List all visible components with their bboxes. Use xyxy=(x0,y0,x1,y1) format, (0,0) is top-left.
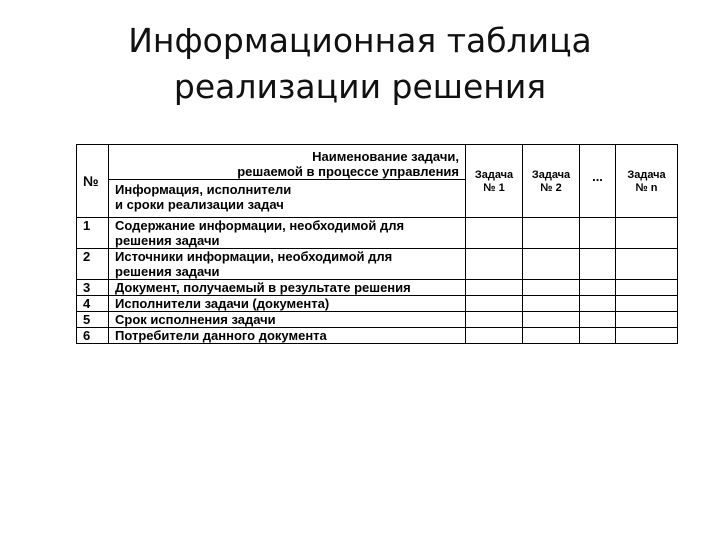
row-description xyxy=(109,218,466,249)
table-row xyxy=(77,296,678,312)
row-description-line: решения задачи xyxy=(115,233,220,248)
row-description-line: Потребители данного документа xyxy=(115,328,327,343)
row-number: 1 xyxy=(77,218,109,249)
row-description-line: решения задачи xyxy=(115,264,220,279)
task-cell xyxy=(580,218,616,249)
task-cell xyxy=(466,328,523,344)
table-row xyxy=(77,249,678,280)
row-description xyxy=(109,312,466,328)
info-table-container xyxy=(76,144,677,344)
table-row xyxy=(77,328,678,344)
task-cell xyxy=(523,328,580,344)
task-cell xyxy=(466,312,523,328)
task-column-number: № 2 xyxy=(540,182,562,194)
task-cell xyxy=(466,249,523,280)
row-number: 4 xyxy=(77,296,109,312)
task-column-label: Задача xyxy=(531,169,571,181)
table-row xyxy=(77,312,678,328)
task-column-number: № 1 xyxy=(483,182,505,194)
task-cell xyxy=(523,280,580,296)
task-cell xyxy=(580,249,616,280)
task-cell xyxy=(466,296,523,312)
number-header-cell: № xyxy=(77,145,109,218)
task-cell xyxy=(616,296,678,312)
info-table xyxy=(76,144,678,344)
page-title-line-2: реализации решения xyxy=(173,67,547,106)
task-cell xyxy=(523,218,580,249)
row-number: 2 xyxy=(77,249,109,280)
task-cell xyxy=(580,312,616,328)
row-description xyxy=(109,328,466,344)
task-cell xyxy=(616,328,678,344)
row-description-line: Документ, получаемый в результате решения xyxy=(115,280,411,295)
header-bottom-line: Информация, исполнители xyxy=(115,182,292,197)
task-cell xyxy=(616,249,678,280)
task-cell xyxy=(523,296,580,312)
task-name-header-cell xyxy=(109,145,466,218)
table-header-row xyxy=(77,145,678,218)
row-description-line: Исполнители задачи (документа) xyxy=(115,296,330,311)
task-column-label: Задача xyxy=(474,169,514,181)
row-description-line: Срок исполнения задачи xyxy=(115,312,276,327)
header-top-line: Наименование задачи, xyxy=(312,149,459,164)
task-name-header xyxy=(109,145,465,179)
task-cell xyxy=(616,312,678,328)
task-column-header xyxy=(616,145,678,218)
task-cell xyxy=(580,296,616,312)
row-number: 6 xyxy=(77,328,109,344)
page-title xyxy=(0,18,720,110)
task-column-header xyxy=(466,145,523,218)
header-bottom-line: и сроки реализации задач xyxy=(115,197,284,212)
task-cell xyxy=(616,218,678,249)
task-column-number: № n xyxy=(635,182,658,194)
task-cell xyxy=(466,280,523,296)
page-title-line-1: Информационная таблица xyxy=(128,21,592,60)
table-row xyxy=(77,218,678,249)
task-cell xyxy=(580,328,616,344)
row-number: 5 xyxy=(77,312,109,328)
row-description xyxy=(109,249,466,280)
row-description-line: Источники информации, необходимой для xyxy=(115,249,393,264)
task-cell xyxy=(523,249,580,280)
info-header xyxy=(109,179,465,214)
task-cell xyxy=(466,218,523,249)
task-column-header xyxy=(523,145,580,218)
task-cell xyxy=(523,312,580,328)
row-description xyxy=(109,296,466,312)
table-row xyxy=(77,280,678,296)
task-cell xyxy=(616,280,678,296)
row-description xyxy=(109,280,466,296)
task-column-label: Задача xyxy=(627,169,666,181)
ellipsis-text: ... xyxy=(592,168,603,184)
row-number: 3 xyxy=(77,280,109,296)
header-top-line: решаемой в процессе управления xyxy=(237,164,459,179)
row-description-line: Содержание информации, необходимой для xyxy=(115,218,405,233)
task-column-ellipsis xyxy=(580,145,616,218)
task-cell xyxy=(580,280,616,296)
